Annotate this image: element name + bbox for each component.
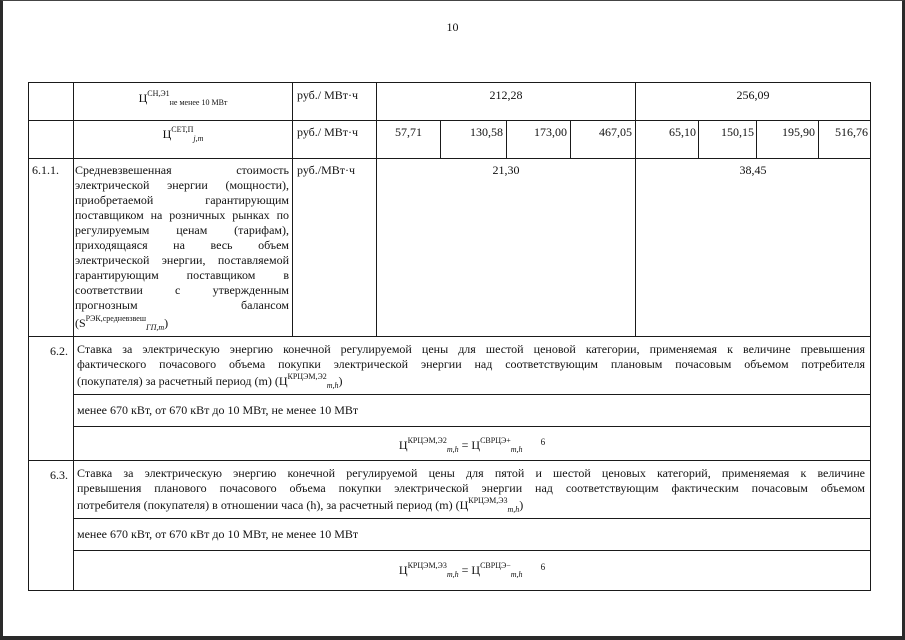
row3-value-left: 21,30	[492, 163, 520, 177]
row2-value-8: 516,76	[835, 125, 868, 139]
row2-unit: руб./ МВт·ч	[297, 125, 359, 139]
section63-text: Ставка за электрическую энергию конечной регулируемой цены для пятой и шестой ценовых категорий, применяемая к величине превышения планового почасового объема покупки электрической энергии над соответствующим фактическим почасовым объемом потребителя (покупателя) в отношении часа (h), за расчетный период (m) $(Ц^{КРЦЭМ,Э3}_{m,h})$	[77, 466, 865, 514]
section62-range: менее 670 кВт, от 670 кВт до 10 МВт, не менее 10 МВт	[77, 403, 359, 417]
row3-description: Средневзвешенная стоимость электрической энергии (мощности), приобретаемой гарантирующим поставщиком на розничных рынках по регулируемым ценам (тарифам), приходящаяся на весь объем электрической энергии, поставляемой гарантирующим поставщиком в соответствии с утвержденным прогнозным балансом $(S^{РЭК,средневзвеш}_{ГП,m})$	[75, 163, 289, 332]
row1-value-left: 212,28	[489, 88, 523, 102]
row2-value-1: 57,71	[395, 125, 422, 139]
row1-symbol: $Ц^{СН,Э1}_{не менее 10 МВт}$	[138, 89, 228, 107]
section62-formula: $Ц^{КРЦЭМ,Э2}_{m,h} = Ц^{СВРЦЭ+}_{m,h}^6$	[398, 436, 546, 454]
section63-formula: $Ц^{КРЦЭМ,Э3}_{m,h} = Ц^{СВРЦЭ-}_{m,h}^6$	[398, 561, 546, 579]
row3-value-right: 38,45	[739, 163, 767, 177]
row2-symbol: $Ц^{СЕТ,П}_{j,m}$	[162, 125, 204, 143]
section63-number: 6.3.	[50, 468, 68, 482]
row2-value-4: 467,05	[599, 125, 632, 139]
row3-unit: руб./МВт·ч	[297, 163, 356, 177]
section63-range: менее 670 кВт, от 670 кВт до 10 МВт, не менее 10 МВт	[77, 527, 359, 541]
row2-value-5: 65,10	[669, 125, 696, 139]
tariff-table	[28, 82, 870, 592]
row1-value-right: 256,09	[736, 88, 770, 102]
row2-value-6: 150,15	[721, 125, 754, 139]
row2-value-3: 173,00	[534, 125, 567, 139]
section62-text: Ставка за электрическую энергию конечной регулируемой цены для шестой ценовой категории, применяемая к величине превышения фактического почасового объема покупки электрической энергии над соответствующим плановым почасовым объемом потребителя (покупателя) за расчетный период (m) $(Ц^{КРЦЭМ,Э2}_{m,h})$	[77, 342, 865, 390]
row1-unit: руб./ МВт·ч	[297, 88, 359, 102]
row3-number: 6.1.1.	[32, 163, 59, 177]
row2-value-2: 130,58	[470, 125, 503, 139]
row2-value-7: 195,90	[782, 125, 815, 139]
section62-number: 6.2.	[50, 344, 68, 358]
page-number: 10	[446, 20, 459, 34]
row3-symbol: $(S^{РЭК,средневзвеш}_{ГП,m})$	[75, 314, 169, 332]
